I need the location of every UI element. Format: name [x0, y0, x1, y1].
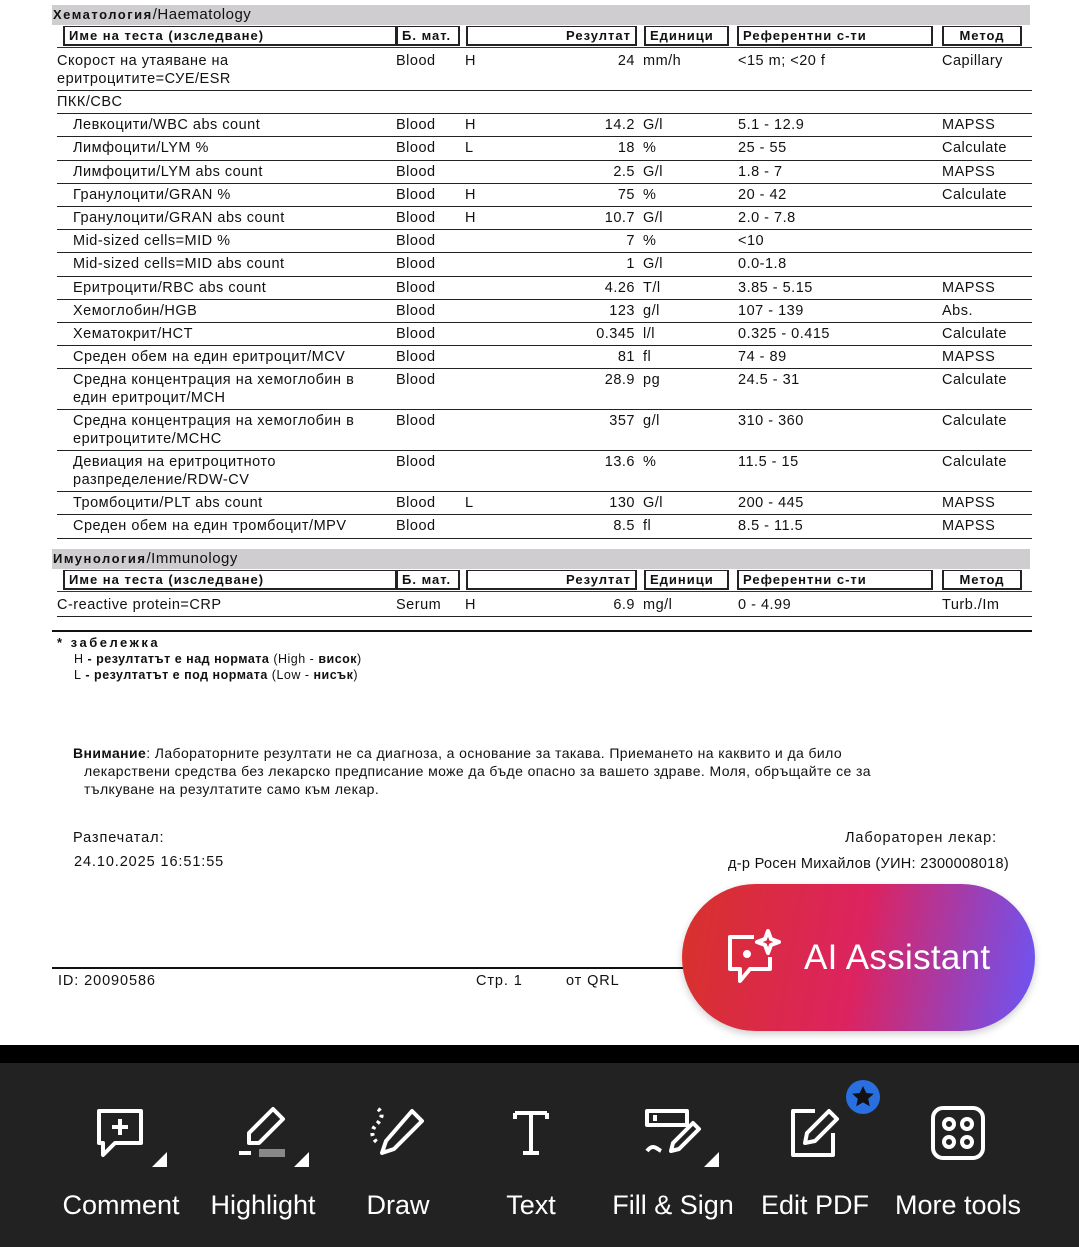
cell-result: 4.26: [604, 279, 635, 296]
table-header: [57, 24, 1032, 48]
cell-result: 18: [617, 140, 635, 157]
table-row: [57, 300, 1032, 323]
cell-unit: G/l: [643, 256, 664, 273]
cell-unit: mm/h: [643, 53, 682, 69]
cell-name: Хематокрит/HCT: [73, 325, 193, 342]
table-row: [57, 91, 1032, 114]
page-number: Стр. 1: [476, 973, 523, 989]
warning-line-3: тълкуване на резултатите само към лекар.: [84, 781, 380, 797]
cell-result: 2.5: [613, 163, 635, 180]
cell-mat: Blood: [396, 518, 436, 535]
cell-name: Еритроцити/RBC abs count: [73, 279, 267, 296]
cell-result: 75: [617, 186, 635, 203]
premium-star-badge-icon: [845, 1079, 881, 1115]
cell-unit: pg: [643, 372, 661, 389]
cell-ref: 74 - 89: [738, 349, 787, 366]
cell-result: 14.2: [604, 117, 635, 134]
cell-flag: H: [465, 597, 476, 613]
printed-label: Разпечатал:: [73, 830, 165, 846]
section-haematology: Хематология/Haematology: [52, 5, 1030, 25]
cell-flag: H: [465, 117, 476, 134]
cell-ref: 5.1 - 12.9: [738, 117, 805, 134]
cell-method: MAPSS: [942, 495, 996, 512]
doctor-label: Лабораторен лекар:: [844, 830, 997, 846]
ai-chat-sparkle-icon: [724, 929, 782, 987]
cell-flag: H: [465, 209, 476, 226]
table-row: [57, 137, 1032, 160]
haematology-table: [57, 50, 1032, 539]
fill-sign-tool[interactable]: Fill & Sign: [603, 1063, 743, 1247]
highlight-tool[interactable]: Highlight: [193, 1063, 333, 1247]
edit-pdf-tool[interactable]: Edit PDF: [745, 1063, 885, 1247]
table-row: [57, 207, 1032, 230]
cell-mat: Blood: [396, 163, 436, 180]
cell-method: Capillary: [942, 53, 1003, 69]
submenu-indicator-icon: [152, 1152, 167, 1167]
cell-unit: g/l: [643, 302, 660, 319]
cell-unit: %: [643, 233, 657, 250]
note-title: * забележка: [57, 635, 161, 650]
cell-ref: 0.0-1.8: [738, 256, 787, 273]
text-tool[interactable]: Text: [461, 1063, 601, 1247]
cell-name: Левкоцити/WBC abs count: [73, 117, 261, 134]
cell-mat: Blood: [396, 209, 436, 226]
table-row: [57, 451, 1032, 492]
cell-ref: 0.325 - 0.415: [738, 325, 830, 342]
bottom-toolbar: [0, 1063, 1079, 1247]
cell-method: Calculate: [942, 454, 1007, 471]
immunology-table: [57, 594, 1032, 617]
cell-result: 81: [617, 349, 635, 366]
cell-name: Гранулоцити/GRAN %: [73, 186, 231, 203]
cell-method: Calculate: [942, 186, 1007, 203]
cell-unit: fl: [643, 349, 652, 366]
column-header-method: Метод: [942, 26, 1022, 46]
ai-assistant-label: AI Assistant: [804, 937, 991, 977]
cell-method: Calculate: [942, 325, 1007, 342]
cell-mat: Blood: [396, 186, 436, 203]
cell-name: Mid-sized cells=MID %: [73, 233, 231, 250]
cell-unit: mg/l: [643, 597, 673, 613]
column-header-mat: Б. мат.: [396, 26, 460, 46]
cell-unit: T/l: [643, 279, 661, 296]
cell-method: MAPSS: [942, 518, 996, 535]
highlighter-icon: [233, 1105, 293, 1161]
comment-icon: [91, 1105, 151, 1161]
table-row: [57, 369, 1032, 410]
cell-mat: Blood: [396, 233, 436, 250]
cell-result: 8.5: [613, 518, 635, 535]
draw-tool[interactable]: Draw: [328, 1063, 468, 1247]
page-of: от QRL: [566, 973, 620, 989]
grid-apps-icon: [928, 1105, 988, 1161]
cell-mat: Blood: [396, 413, 436, 430]
cell-unit: G/l: [643, 163, 664, 180]
cell-result: 24: [617, 53, 635, 69]
table-row: [57, 277, 1032, 300]
more-tools-button[interactable]: More tools: [888, 1063, 1028, 1247]
cell-name: Лимфоцити/LYM %: [73, 140, 209, 157]
divider: [0, 1045, 1079, 1063]
cell-name: Скорост на утаяване на еритроцитите=СУЕ/ESR: [57, 53, 231, 87]
submenu-indicator-icon: [294, 1152, 309, 1167]
cell-mat: Blood: [396, 53, 436, 69]
column-header-name: Име на теста (изследване): [63, 26, 397, 46]
table-row: [57, 50, 1032, 91]
cell-method: MAPSS: [942, 163, 996, 180]
cell-method: Calculate: [942, 140, 1007, 157]
document-id: ID: 20090586: [58, 973, 156, 989]
cell-unit: G/l: [643, 209, 664, 226]
table-row: [57, 253, 1032, 276]
cell-mat: Serum: [396, 597, 442, 613]
column-header-result: Резултат: [466, 570, 637, 590]
column-header-mat: Б. мат.: [396, 570, 460, 590]
cell-flag: L: [465, 495, 474, 512]
cell-ref: 200 - 445: [738, 495, 804, 512]
column-header-units: Единици: [644, 570, 729, 590]
warning-line-1: Внимание: Лабораторните резултати не са диагноза, а основание за такава. Приемането на каквито и да било: [73, 745, 843, 761]
divider: [52, 630, 1032, 632]
comment-tool[interactable]: Comment: [51, 1063, 191, 1247]
cell-result: 0.345: [596, 325, 635, 342]
printed-date: 24.10.2025 16:51:55: [74, 854, 225, 870]
column-header-result: Резултат: [466, 26, 637, 46]
cell-unit: fl: [643, 518, 652, 535]
fill-sign-icon: [643, 1105, 703, 1161]
cell-mat: Blood: [396, 279, 436, 296]
cell-ref: 11.5 - 15: [738, 454, 799, 471]
note-high: H - резултатът е над нормата (High - висок): [74, 652, 362, 666]
table-row: [57, 230, 1032, 253]
column-header-ref: Референтни с-ти: [737, 570, 933, 590]
table-row: [57, 594, 1032, 617]
cell-ref: 20 - 42: [738, 186, 787, 203]
cell-flag: H: [465, 53, 476, 69]
text-icon: [501, 1105, 561, 1161]
cell-mat: Blood: [396, 372, 436, 389]
cell-method: MAPSS: [942, 349, 996, 366]
cell-mat: Blood: [396, 117, 436, 134]
table-row: [57, 492, 1032, 515]
ai-assistant-button[interactable]: [682, 884, 1035, 1031]
cell-unit: %: [643, 140, 657, 157]
warning-line-2: лекарствени средства без лекарско предписание може да бъде опасно за вашето здраве. Моля, обръщайте се за: [84, 763, 871, 779]
cell-result: 130: [609, 495, 635, 512]
cell-method: MAPSS: [942, 279, 996, 296]
cell-mat: Blood: [396, 140, 436, 157]
note-low: L - резултатът е под нормата (Low - нисък): [74, 668, 359, 682]
column-header-ref: Референтни с-ти: [737, 26, 933, 46]
cell-ref: 2.0 - 7.8: [738, 209, 796, 226]
cell-mat: Blood: [396, 349, 436, 366]
cell-result: 357: [609, 413, 635, 430]
cell-unit: l/l: [643, 325, 655, 342]
cell-ref: 0 - 4.99: [738, 597, 792, 613]
cell-name: Девиация на еритроцитното разпределение/RDW-CV: [73, 454, 276, 489]
cell-result: 13.6: [604, 454, 635, 471]
cell-ref: 25 - 55: [738, 140, 787, 157]
cell-name: Mid-sized cells=MID abs count: [73, 256, 285, 273]
edit-pdf-icon: [785, 1105, 845, 1161]
cell-ref: 24.5 - 31: [738, 372, 800, 389]
cell-ref: <10: [738, 233, 765, 250]
cell-ref: <15 m; <20 f: [738, 53, 826, 69]
cell-ref: 310 - 360: [738, 413, 804, 430]
column-header-method: Метод: [942, 570, 1022, 590]
cell-name: Средна концентрация на хемоглобин в еритроцитите/MCHC: [73, 413, 355, 448]
table-row: [57, 323, 1032, 346]
cell-name: Средна концентрация на хемоглобин в един еритроцит/MCH: [73, 372, 355, 407]
table-row: [57, 346, 1032, 369]
cell-name: Хемоглобин/HGB: [73, 302, 198, 319]
cell-ref: 8.5 - 11.5: [738, 518, 804, 535]
cell-flag: H: [465, 186, 476, 203]
draw-pencil-icon: [368, 1105, 428, 1161]
cell-name: Тромбоцити/PLT abs count: [73, 495, 263, 512]
cell-result: 10.7: [604, 209, 635, 226]
cell-name: ПКК/CBC: [57, 94, 123, 110]
cell-method: Calculate: [942, 372, 1007, 389]
cell-mat: Blood: [396, 454, 436, 471]
table-row: [57, 161, 1032, 184]
cell-result: 7: [626, 233, 635, 250]
cell-mat: Blood: [396, 256, 436, 273]
cell-name: Среден обем на един тромбоцит/MPV: [73, 518, 347, 535]
table-row: [57, 114, 1032, 137]
cell-name: C-reactive protein=CRP: [57, 597, 222, 613]
cell-name: Среден обем на един еритроцит/MCV: [73, 349, 346, 366]
cell-unit: g/l: [643, 413, 660, 430]
table-row: [57, 410, 1032, 451]
cell-result: 28.9: [604, 372, 635, 389]
cell-ref: 3.85 - 5.15: [738, 279, 813, 296]
cell-mat: Blood: [396, 325, 436, 342]
cell-method: Calculate: [942, 413, 1007, 430]
cell-result: 1: [626, 256, 635, 273]
table-row: [57, 184, 1032, 207]
cell-unit: %: [643, 454, 657, 471]
doctor-name: д-р Росен Михайлов (УИН: 2300008018): [728, 856, 1009, 872]
cell-result: 123: [609, 302, 635, 319]
section-immunology: Имунология/Immunology: [52, 549, 1030, 569]
cell-name: Гранулоцити/GRAN abs count: [73, 209, 285, 226]
cell-method: Abs.: [942, 302, 974, 319]
cell-ref: 1.8 - 7: [738, 163, 783, 180]
submenu-indicator-icon: [704, 1152, 719, 1167]
table-row: [57, 515, 1032, 538]
cell-method: MAPSS: [942, 117, 996, 134]
cell-flag: L: [465, 140, 474, 157]
cell-unit: G/l: [643, 117, 664, 134]
cell-name: Лимфоцити/LYM abs count: [73, 163, 263, 180]
cell-unit: G/l: [643, 495, 664, 512]
cell-unit: %: [643, 186, 657, 203]
table-header: [57, 568, 1032, 592]
cell-mat: Blood: [396, 495, 436, 512]
column-header-units: Единици: [644, 26, 729, 46]
cell-method: Turb./Im: [942, 597, 1000, 613]
cell-mat: Blood: [396, 302, 436, 319]
cell-ref: 107 - 139: [738, 302, 804, 319]
cell-result: 6.9: [613, 597, 635, 613]
column-header-name: Име на теста (изследване): [63, 570, 397, 590]
